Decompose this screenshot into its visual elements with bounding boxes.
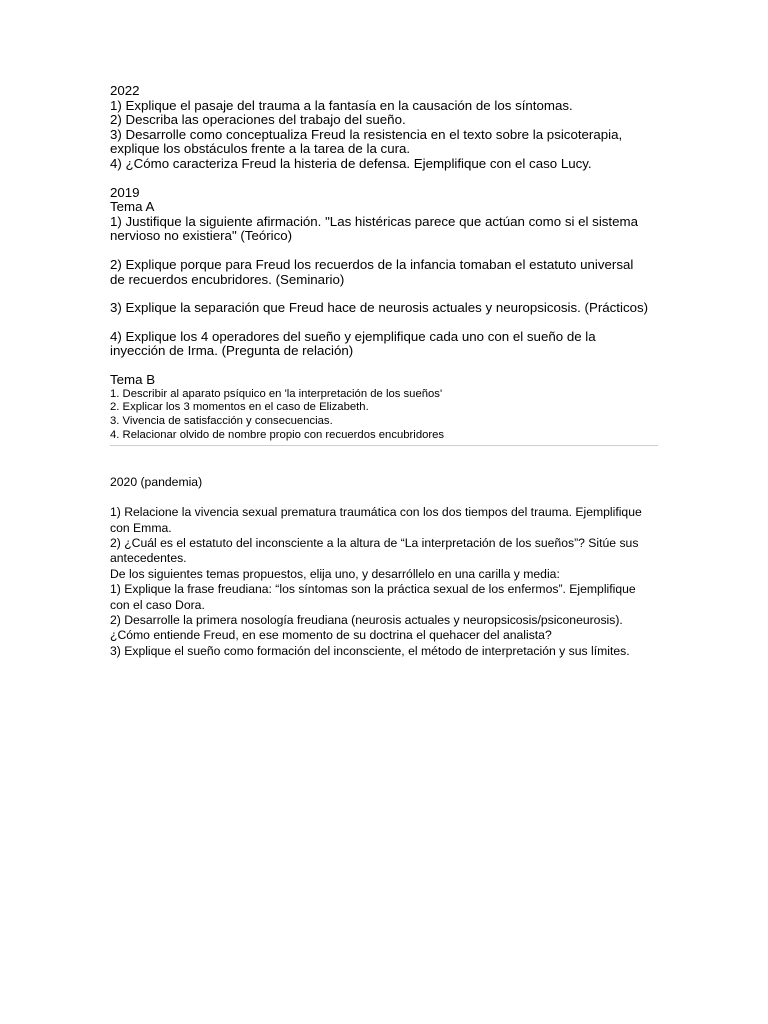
question-line: con Emma. bbox=[110, 520, 172, 535]
spacer bbox=[110, 172, 658, 186]
list-item: 4. Relacionar olvido de nombre propio con recuerdos encubridores bbox=[110, 428, 445, 441]
question-line: 2) Describa las operaciones del trabajo del sueño. bbox=[110, 112, 406, 128]
question-line: con el caso Dora. bbox=[110, 597, 205, 612]
question-line: 3) Explique el sueño como formación del inconsciente, el método de interpretación y sus límites. bbox=[110, 643, 630, 658]
section-2019 bbox=[110, 186, 658, 388]
spacer bbox=[110, 244, 658, 258]
question-line: De los siguientes temas propuestos, elija uno, y desarróllelo en una carilla y media: bbox=[110, 566, 560, 581]
tema-b-title: Tema B bbox=[110, 371, 156, 387]
question-line: nervioso no existiera" (Teórico) bbox=[110, 228, 293, 244]
section-2020 bbox=[110, 475, 658, 659]
question-line: 1) Explique la frase freudiana: “los síntomas son la práctica sexual de los enfermos”. Ejemplifique bbox=[110, 582, 636, 597]
question-line: inyección de Irma. (Pregunta de relación) bbox=[110, 343, 354, 359]
section-year-2022: 2022 bbox=[110, 83, 140, 98]
question-line: 2) Explique porque para Freud los recuerdos de la infancia tomaban el estatuto universal bbox=[110, 256, 634, 272]
question-line: 1) Justifique la siguiente afirmación. "Las histéricas parece que actúan como si el sistema bbox=[110, 213, 638, 229]
spacer bbox=[110, 287, 658, 301]
section-year-2020: 2020 (pandemia) bbox=[110, 474, 203, 489]
question-line: 1) Explique el pasaje del trauma a la fantasía en la causación de los síntomas. bbox=[110, 97, 573, 113]
spacer bbox=[110, 446, 658, 475]
question-line: explique los obstáculos frente a la tarea de la cura. bbox=[110, 141, 411, 157]
question-line: 1) Relacione la vivencia sexual prematura traumática con los dos tiempos del trauma. Ejemplifique bbox=[110, 505, 642, 520]
spacer bbox=[110, 490, 658, 505]
question-line: 4) Explique los 4 operadores del sueño y ejemplifique cada uno con el sueño de la bbox=[110, 328, 596, 344]
list-item: 2. Explicar los 3 momentos en el caso de Elizabeth. bbox=[110, 401, 369, 414]
tema-b-list bbox=[110, 388, 658, 443]
section-year-2019: 2019 bbox=[110, 184, 140, 200]
question-line: 3) Desarrolle como conceptualiza Freud la resistencia en el texto sobre la psicoterapia, bbox=[110, 126, 623, 142]
question-line: de recuerdos encubridores. (Seminario) bbox=[110, 271, 345, 287]
question-line: ¿Cómo entiende Freud, en ese momento de su doctrina el quehacer del analista? bbox=[110, 628, 552, 643]
question-line: 2) ¿Cuál es el estatuto del inconsciente a la altura de “La interpretación de los sueños”? Sitúe sus bbox=[110, 535, 639, 550]
list-item: 1. Describir al aparato psíquico en 'la interpretación de los sueños' bbox=[110, 387, 443, 400]
question-line: 4) ¿Cómo caracteriza Freud la histeria de defensa. Ejemplifique con el caso Lucy. bbox=[110, 155, 592, 171]
document-page bbox=[110, 84, 658, 659]
spacer bbox=[110, 359, 658, 373]
question-line: 2) Desarrolle la primera nosología freudiana (neurosis actuales y neuropsicosis/psiconeurosis). bbox=[110, 612, 623, 627]
section-2022 bbox=[110, 84, 658, 172]
question-line: antecedentes. bbox=[110, 551, 187, 566]
tema-a-title: Tema A bbox=[110, 199, 155, 215]
list-item: 3. Vivencia de satisfacción y consecuencias. bbox=[110, 415, 333, 428]
spacer bbox=[110, 316, 658, 330]
question-line: 3) Explique la separación que Freud hace de neurosis actuales y neuropsicosis. (Prácticos) bbox=[110, 300, 649, 316]
